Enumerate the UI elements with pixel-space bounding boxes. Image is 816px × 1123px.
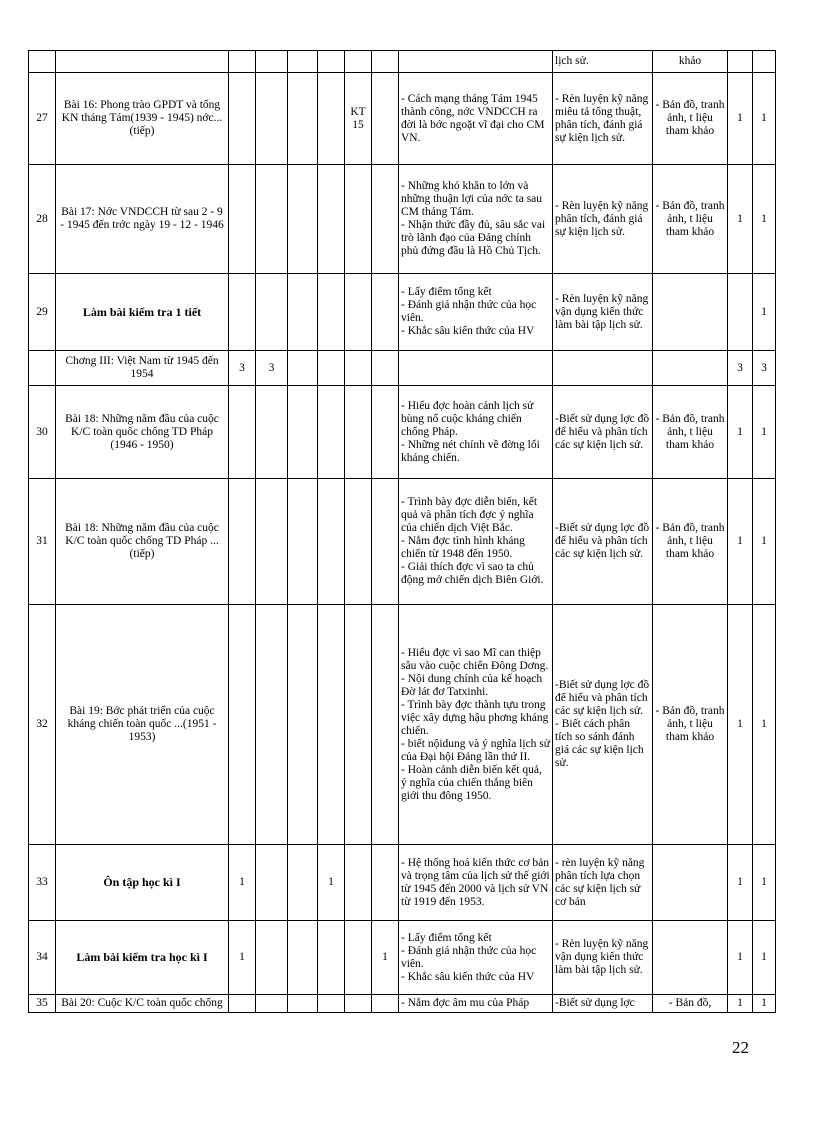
knowledge-line: - Những khó khăn to lớn và những thuận lợi của nớc ta sau CM tháng Tám. [401,180,543,218]
knowledge-cell [399,386,553,479]
period-count-cell [229,165,256,274]
skills-cell [553,995,653,1013]
total-periods-cell: 3 [728,351,753,386]
exercise-count-cell [288,351,318,386]
knowledge-cell [399,479,553,605]
table-row [29,921,776,995]
knowledge-line: - Lấy điểm tổng kết [401,286,492,298]
theory-count-cell [256,605,288,845]
test-cell [345,274,372,351]
table-row [29,479,776,605]
exam-cell [372,51,399,73]
review-count-cell [318,165,345,274]
lesson-title-cell: Bài 17: Nớc VNDCCH từ sau 2 - 9 - 1945 đến trớc ngày 19 - 12 - 1946 [56,165,229,274]
materials-cell: - Bản đồ, tranh ảnh, t liệu tham khảo [653,165,728,274]
materials-cell: - Bản đồ, tranh ảnh, t liệu tham khảo [653,605,728,845]
knowledge-line: - Hệ thống hoá kiến thức cơ bản và trọng tâm của lịch sử thế giới từ 1945 đến 2000 và lịch sử VN từ 1919 đến 1953. [401,856,550,908]
test-cell [345,51,372,73]
knowledge-cell [399,921,553,995]
page-number: 22 [732,1038,749,1057]
table-row [29,274,776,351]
exam-cell [372,995,399,1013]
test-cell [345,165,372,274]
lesson-title-cell: Làm bài kiểm tra 1 tiết [56,274,229,351]
exercise-count-cell [288,386,318,479]
period-count-cell: 1 [229,845,256,921]
knowledge-line: - Những nét chính về đờng lối kháng chiến. [401,438,540,464]
lesson-number-cell: 28 [29,165,56,274]
total-weeks-cell: 1 [753,995,776,1013]
skill-line: - rèn luyện kỹ năng phân tích lựa chọn các sự kiện lịch sử cơ bản [555,856,645,908]
skill-line: - Biết cách phân tích so sánh đánh giá các sự kiện lịch sử. [555,718,644,769]
theory-count-cell [256,51,288,73]
skills-cell [553,351,653,386]
skill-line: lịch sử. [555,55,589,67]
theory-count-cell: 3 [256,351,288,386]
lesson-number-cell: 30 [29,386,56,479]
table-row [29,995,776,1013]
review-count-cell [318,274,345,351]
theory-count-cell [256,479,288,605]
test-cell: KT 15 [345,73,372,165]
lesson-number-cell [29,351,56,386]
review-count-cell [318,921,345,995]
skills-cell [553,73,653,165]
total-periods-cell: 1 [728,479,753,605]
knowledge-line: - Hiểu đợc hoàn cảnh lịch sử bùng nổ cuộc kháng chiến chống Pháp. [401,399,534,438]
total-periods-cell [728,51,753,73]
lesson-number-cell: 35 [29,995,56,1013]
skills-cell [553,845,653,921]
test-cell [345,351,372,386]
review-count-cell [318,73,345,165]
review-count-cell [318,51,345,73]
knowledge-cell [399,73,553,165]
skill-line: -Biết sử dụng lợc đồ để hiểu và phân tích các sự kiện lịch sử. [555,679,650,717]
skills-cell [553,274,653,351]
table-row [29,51,776,73]
lesson-title-cell: Bài 16: Phong trào GPDT và tổng KN tháng Tám(1939 - 1945) nớc... (tiếp) [56,73,229,165]
skills-cell [553,479,653,605]
exercise-count-cell [288,73,318,165]
skill-line: - Rèn luyện kỹ năng miêu tả tổng thuật, phân tích, đánh giá sự kiện lịch sử. [555,92,649,144]
theory-count-cell [256,73,288,165]
exam-cell: 1 [372,921,399,995]
total-weeks-cell: 1 [753,386,776,479]
skills-cell [553,386,653,479]
test-cell [345,605,372,845]
skill-line: - Rèn luyện kỹ năng vận dụng kiến thức làm bài tập lịch sử. [555,938,649,976]
period-count-cell [229,605,256,845]
exercise-count-cell [288,51,318,73]
review-count-cell [318,386,345,479]
total-weeks-cell: 1 [753,605,776,845]
exam-cell [372,386,399,479]
knowledge-line: - Trình bày đợc thành tựu trong việc xây dựng hậu phơng kháng chiến. [401,698,549,737]
test-cell [345,995,372,1013]
total-weeks-cell: 1 [753,274,776,351]
exam-cell [372,274,399,351]
test-cell [345,479,372,605]
lesson-title-cell: Bài 18: Những năm đầu của cuộc K/C toàn quốc chống TD Pháp (1946 - 1950) [56,386,229,479]
theory-count-cell [256,274,288,351]
lesson-number-cell: 33 [29,845,56,921]
knowledge-line: - Lấy điểm tổng kết [401,931,492,944]
exam-cell [372,605,399,845]
exam-cell [372,351,399,386]
exam-cell [372,845,399,921]
skills-cell [553,51,653,73]
lesson-title-cell: Bài 20: Cuộc K/C toàn quốc chống [56,995,229,1013]
total-periods-cell: 1 [728,73,753,165]
skill-line: -Biết sử dụng lợc đồ để hiểu và phân tích các sự kiện lịch sử. [555,522,650,560]
materials-cell [653,845,728,921]
theory-count-cell [256,921,288,995]
lesson-number-cell [29,51,56,73]
total-weeks-cell: 1 [753,845,776,921]
review-count-cell [318,479,345,605]
knowledge-line: - Nhận thức đầy đủ, sâu sắc vai trò lãnh đạo của Đảng chính phủ đứng đầu là Hồ Chủ Tịch. [401,219,546,257]
knowledge-line: - Khắc sâu kiến thức của HV [401,970,535,983]
theory-count-cell [256,386,288,479]
lesson-title-cell: Chơng III: Việt Nam từ 1945 đến 1954 [56,351,229,386]
total-weeks-cell: 1 [753,73,776,165]
materials-cell [653,921,728,995]
table-row [29,165,776,274]
exercise-count-cell [288,274,318,351]
lesson-title-cell [56,51,229,73]
knowledge-line: - Nội dung chính của kế hoạch Đờ lát đơ Tatxinhi. [401,672,543,698]
total-periods-cell [728,274,753,351]
period-count-cell [229,479,256,605]
materials-cell [653,274,728,351]
table-row [29,73,776,165]
skill-line: -Biết sử dụng lợc [555,997,635,1009]
skills-cell [553,605,653,845]
knowledge-line: - Nắm đợc tình hình kháng chiến từ 1948 đến 1950. [401,535,525,560]
period-count-cell: 3 [229,351,256,386]
knowledge-line: - Hoàn cảnh diễn biến kết quả, ý nghĩa của chiến thắng biên giới thu đông 1950. [401,763,542,802]
knowledge-cell [399,351,553,386]
theory-count-cell [256,845,288,921]
period-count-cell [229,995,256,1013]
knowledge-line: - Trình bày đợc diễn biến, kết quả và phân tích đợc ý nghĩa của chiến dịch Việt Bắc. [401,496,538,534]
lesson-number-cell: 29 [29,274,56,351]
knowledge-cell [399,845,553,921]
knowledge-line: - Giải thích đợc vì sao ta chủ động mở chiến dịch Biên Giới. [401,561,544,586]
exercise-count-cell [288,995,318,1013]
knowledge-cell [399,51,553,73]
materials-cell: - Bản đồ, tranh ảnh, t liệu tham khảo [653,386,728,479]
exam-cell [372,73,399,165]
total-weeks-cell: 1 [753,479,776,605]
theory-count-cell [256,165,288,274]
materials-cell: khảo [653,51,728,73]
lesson-title-cell: Bài 18: Những năm đầu của cuộc K/C toàn quốc chống TD Pháp ...(tiếp) [56,479,229,605]
knowledge-line: - Đánh giá nhận thức của học viên. [401,299,537,324]
review-count-cell [318,995,345,1013]
total-weeks-cell: 1 [753,921,776,995]
total-periods-cell: 1 [728,386,753,479]
lesson-plan-body [29,51,776,1013]
lesson-plan-table [28,50,776,1013]
review-count-cell [318,605,345,845]
test-cell [345,921,372,995]
materials-cell: - Bản đồ, tranh ảnh, t liệu tham khảo [653,479,728,605]
total-weeks-cell: 1 [753,165,776,274]
knowledge-line: - Đánh giá nhận thức của học viên. [401,944,537,970]
total-weeks-cell: 3 [753,351,776,386]
exercise-count-cell [288,605,318,845]
period-count-cell [229,51,256,73]
exam-cell [372,165,399,274]
review-count-cell: 1 [318,845,345,921]
total-periods-cell: 1 [728,995,753,1013]
skills-cell [553,165,653,274]
lesson-number-cell: 34 [29,921,56,995]
knowledge-cell [399,274,553,351]
lesson-number-cell: 27 [29,73,56,165]
skills-cell [553,921,653,995]
period-count-cell: 1 [229,921,256,995]
table-row [29,605,776,845]
skill-line: - Rèn luyện kỹ năng phân tích, đánh giá sự kiện lịch sử. [555,199,649,238]
materials-cell [653,351,728,386]
period-count-cell [229,73,256,165]
lesson-number-cell: 31 [29,479,56,605]
table-row [29,351,776,386]
exam-cell [372,479,399,605]
review-count-cell [318,351,345,386]
lesson-title-cell: Bài 19: Bớc phát triển của cuộc kháng chiến toàn quốc ...(1951 - 1953) [56,605,229,845]
materials-cell: - Bản đồ, [653,995,728,1013]
skill-line: -Biết sử dụng lợc đồ để hiểu và phân tích các sự kiện lịch sử. [555,412,650,451]
knowledge-line: - Nắm đợc âm mu của Pháp [401,997,530,1009]
table-row [29,845,776,921]
exercise-count-cell [288,165,318,274]
theory-count-cell [256,995,288,1013]
exercise-count-cell [288,921,318,995]
lesson-title-cell: Làm bài kiểm tra học kì I [56,921,229,995]
exercise-count-cell [288,479,318,605]
period-count-cell [229,274,256,351]
knowledge-line: - Cách mạng tháng Tám 1945 thành công, nớc VNDCCH ra đời là bớc ngoặt vĩ đại cho CM VN. [401,92,545,144]
materials-cell: - Bản đồ, tranh ảnh, t liệu tham khảo [653,73,728,165]
knowledge-cell [399,605,553,845]
exercise-count-cell [288,845,318,921]
knowledge-cell [399,165,553,274]
test-cell [345,386,372,479]
knowledge-line: - Hiểu đợc vì sao Mĩ can thiệp sâu vào cuộc chiến Đông Dơng. [401,646,549,672]
total-periods-cell: 1 [728,921,753,995]
lesson-number-cell: 32 [29,605,56,845]
knowledge-line: - Khắc sâu kiến thức của HV [401,325,535,337]
knowledge-line: - biết nộidung và ý nghĩa lịch sử của Đại hội Đảng lần thứ II. [401,737,551,763]
knowledge-cell [399,995,553,1013]
lesson-title-cell: Ôn tập học kì I [56,845,229,921]
table-row [29,386,776,479]
total-periods-cell: 1 [728,605,753,845]
total-periods-cell: 1 [728,845,753,921]
period-count-cell [229,386,256,479]
skill-line: - Rèn luyện kỹ năng vận dụng kiến thức làm bài tập lịch sử. [555,292,649,331]
total-weeks-cell [753,51,776,73]
test-cell [345,845,372,921]
total-periods-cell: 1 [728,165,753,274]
